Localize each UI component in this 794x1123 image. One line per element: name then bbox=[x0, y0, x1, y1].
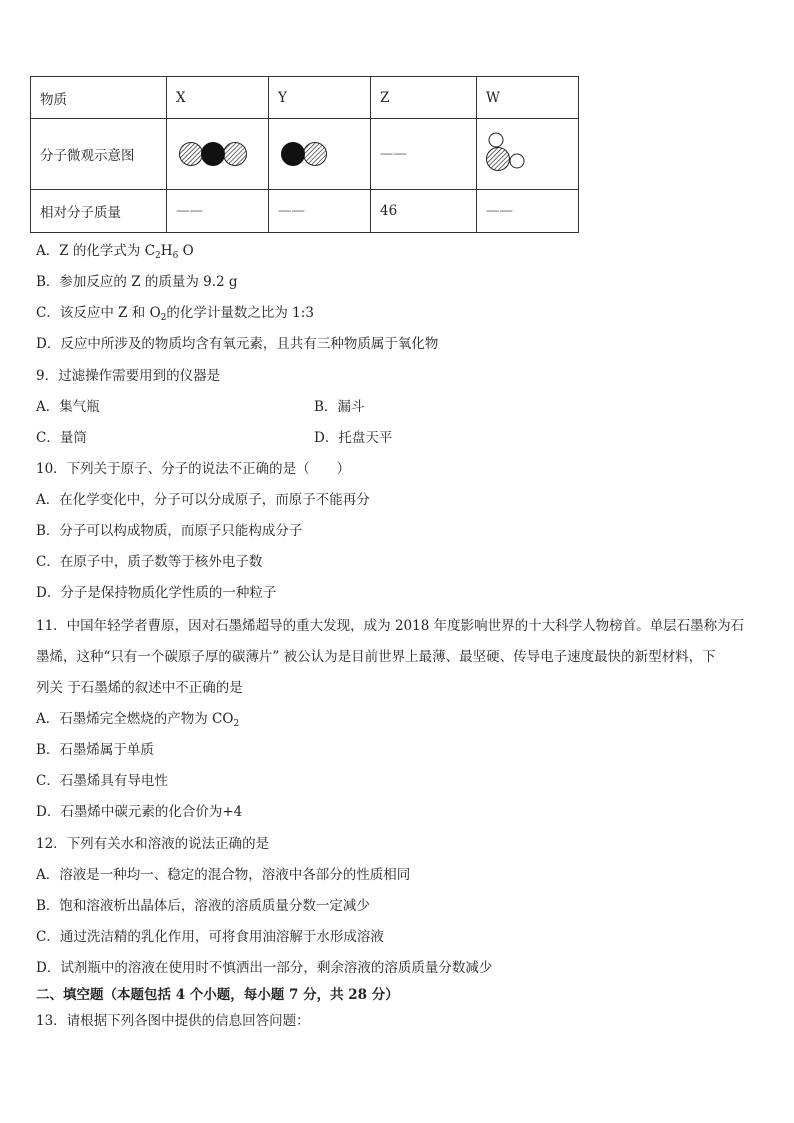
q10-option-a: A．在化学变化中，分子可以分成原子，而原子不能再分 bbox=[36, 492, 370, 508]
q9-option-c: C．量筒 bbox=[36, 430, 87, 446]
header-x: X bbox=[167, 77, 269, 119]
mass-w: —— bbox=[477, 190, 579, 233]
molecule-x-diagram bbox=[176, 139, 256, 169]
hatched-atom bbox=[304, 143, 327, 166]
hatched-atom bbox=[224, 143, 247, 166]
molecule-w-diagram bbox=[486, 132, 536, 176]
mass-y: —— bbox=[269, 190, 371, 233]
q10-option-d: D．分子是保持物质化学性质的一种粒子 bbox=[36, 585, 277, 601]
header-z: Z bbox=[371, 77, 477, 119]
q12-stem: 12．下列有关水和溶液的说法正确的是 bbox=[36, 836, 270, 852]
molecule-x bbox=[167, 119, 269, 190]
molecule-y bbox=[269, 119, 371, 190]
header-w: W bbox=[477, 77, 579, 119]
mass-x: —— bbox=[167, 190, 269, 233]
row-label-diagram: 分子微观示意图 bbox=[31, 119, 167, 190]
molecule-y-diagram bbox=[278, 139, 338, 169]
hatched-atom bbox=[180, 143, 203, 166]
row-label-mass: 相对分子质量 bbox=[31, 190, 167, 233]
q9-option-b: B．漏斗 bbox=[314, 399, 365, 415]
q11-option-c: C．石墨烯具有导电性 bbox=[36, 773, 168, 789]
mass-z: 46 bbox=[371, 190, 477, 233]
header-y: Y bbox=[269, 77, 371, 119]
q8-option-d: D．反应中所涉及的物质均含有氧元素，且共有三种物质属于氧化物 bbox=[36, 336, 439, 352]
q11-stem-line2: 墨烯，这种“只有一个碳原子厚的碳薄片” 被公认为是目前世界上最薄、最坚硬、传导电子速度最快的新型材料，下 bbox=[36, 649, 716, 665]
black-atom bbox=[282, 143, 305, 166]
white-atom bbox=[510, 154, 524, 168]
white-atom bbox=[489, 133, 503, 147]
q11-option-a: A．石墨烯完全燃烧的产物为 $CO_2$ bbox=[36, 711, 240, 729]
q8-option-c: C．该反应中 Z 和 $O_2$的化学计量数之比为 1:3 bbox=[36, 305, 314, 323]
q10-stem: 10．下列关于原子、分子的说法不正确的是（ ） bbox=[36, 461, 351, 477]
molecule-w bbox=[477, 119, 579, 190]
molecule-z-placeholder: —— bbox=[371, 119, 477, 190]
q12-option-a: A．溶液是一种均一、稳定的混合物，溶液中各部分的性质相同 bbox=[36, 867, 411, 883]
q8-option-a: A．Z 的化学式为 $C_2H_6$ O bbox=[36, 243, 194, 261]
q10-option-c: C．在原子中，质子数等于核外电子数 bbox=[36, 554, 263, 570]
q9-option-d: D．托盘天平 bbox=[314, 430, 393, 446]
hatched-atom bbox=[487, 148, 510, 171]
header-substance: 物质 bbox=[31, 77, 167, 119]
q11-option-b: B．石墨烯属于单质 bbox=[36, 742, 154, 758]
q11-option-d: D．石墨烯中碳元素的化合价为+4 bbox=[36, 804, 243, 820]
q11-stem-line3: 列关 于石墨烯的叙述中不正确的是 bbox=[36, 680, 243, 696]
q9-option-a: A．集气瓶 bbox=[36, 399, 100, 415]
black-atom bbox=[202, 143, 225, 166]
substance-table bbox=[30, 76, 579, 233]
q9-stem: 9．过滤操作需要用到的仪器是 bbox=[36, 368, 221, 384]
q12-option-b: B．饱和溶液析出晶体后，溶液的溶质质量分数一定减少 bbox=[36, 898, 370, 914]
q12-option-c: C．通过洗洁精的乳化作用，可将食用油溶解于水形成溶液 bbox=[36, 929, 384, 945]
q10-option-b: B．分子可以构成物质，而原子只能构成分子 bbox=[36, 523, 303, 539]
section-heading: 二、填空题（本题包括 4 个小题，每小题 7 分，共 28 分） bbox=[36, 987, 399, 1003]
q11-stem-line1: 11．中国年轻学者曹原，因对石墨烯超导的重大发现，成为 2018 年度影响世界的十大科学人物榜首。单层石墨称为石 bbox=[36, 618, 745, 634]
q13-stem: 13．请根据下列各图中提供的信息回答问题： bbox=[36, 1013, 310, 1029]
q8-option-b: B．参加反应的 Z 的质量为 9.2 g bbox=[36, 274, 238, 290]
q12-option-d: D．试剂瓶中的溶液在使用时不慎洒出一部分，剩余溶液的溶质质量分数减少 bbox=[36, 960, 493, 976]
